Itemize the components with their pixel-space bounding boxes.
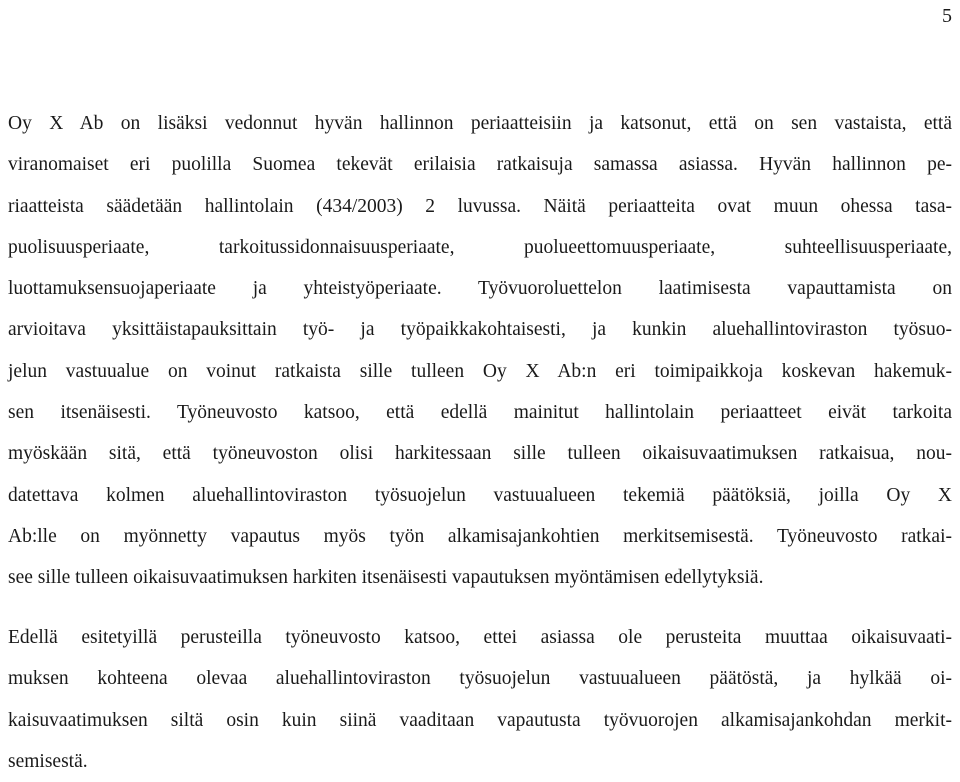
text-line: datettava kolmen aluehallintoviraston työsuojelun vastuualueen tekemiä päätöksiä, joilla Oy X: [8, 484, 952, 506]
paragraph-1: [8, 103, 952, 599]
text-line: luottamuksensuojaperiaate ja yhteistyöperiaate. Työvuoroluettelon laatimisesta vapauttamista on: [8, 278, 952, 300]
text-line: riaatteista säädetään hallintolain (434/2003) 2 luvussa. Näitä periaatteita ovat muun ohessa tasa-: [8, 195, 952, 217]
paragraph-2: [8, 617, 952, 782]
text-line: jelun vastuualue on voinut ratkaista sille tulleen Oy X Ab:n eri toimipaikkoja koskevan hakemuk-: [8, 360, 952, 382]
page-number: 5: [942, 5, 952, 27]
text-line: kaisuvaatimuksen siltä osin kuin siinä vaaditaan vapautusta työvuorojen alkamisajankohdan merkit-: [8, 709, 952, 731]
text-line: semisestä.: [8, 750, 88, 772]
text-line: Ab:lle on myönnetty vapautus myös työn alkamisajankohtien merkitsemisestä. Työneuvosto ratkai-: [8, 525, 952, 547]
text-line: see sille tulleen oikaisuvaatimuksen harkiten itsenäisesti vapautuksen myöntämisen edellytyksiä.: [8, 567, 764, 589]
text-line: Oy X Ab on lisäksi vedonnut hyvän hallinnon periaatteisiin ja katsonut, että on sen vastaista, että: [8, 113, 952, 134]
text-line: myöskään sitä, että työneuvoston olisi harkitessaan sille tulleen oikaisuvaatimuksen ratkaisua, nou-: [8, 443, 952, 465]
text-line: puolisuusperiaate, tarkoitussidonnaisuusperiaate, puolueettomuusperiaate, suhteellisuusperiaate,: [8, 236, 952, 258]
text-line: arvioitava yksittäistapauksittain työ- ja työpaikkakohtaisesti, ja kunkin aluehallintoviraston työsuo-: [8, 319, 952, 341]
text-line: muksen kohteena olevaa aluehallintoviraston työsuojelun vastuualueen päätöstä, ja hylkää oi-: [8, 668, 952, 690]
text-line: sen itsenäisesti. Työneuvosto katsoo, että edellä mainitut hallintolain periaatteet eivät tarkoita: [8, 402, 952, 424]
text-line: viranomaiset eri puolilla Suomea tekevät erilaisia ratkaisuja samassa asiassa. Hyvän hallinnon pe-: [8, 154, 952, 176]
text-line: Edellä esitetyillä perusteilla työneuvosto katsoo, ettei asiassa ole perusteita muuttaa oikaisuvaati-: [8, 627, 952, 648]
